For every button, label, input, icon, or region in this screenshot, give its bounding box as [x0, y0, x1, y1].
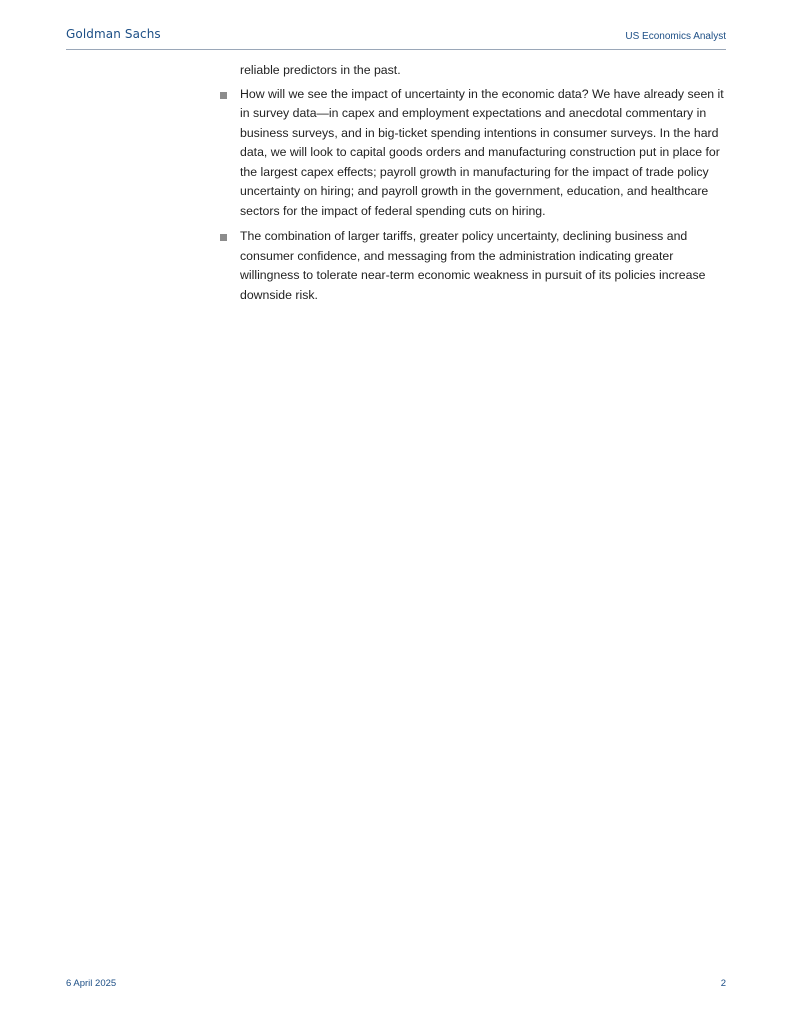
footer-date: 6 April 2025 — [66, 978, 117, 989]
bullet-text: How will we see the impact of uncertainty in the economic data? We have already seen it in survey data—in capex and employment expectations and anecdotal commentary in business surveys, and in big-ticket spending intentions in consumer surveys. In the hard data, we will look to capital goods orders and manufacturing construction put in place for the largest capex effects; payroll growth in manufacturing for the impact of trade policy uncertainty on hiring; and payroll growth in the government, education, and healthcare sectors for the impact of federal spending cuts on hiring. — [240, 86, 724, 218]
page-number: 2 — [720, 978, 726, 989]
publication-title: US Economics Analyst — [625, 31, 726, 42]
bullet-item — [216, 227, 728, 305]
square-bullet-icon — [220, 234, 227, 241]
page-header — [66, 0, 726, 50]
brand-name: Goldman Sachs — [66, 27, 161, 41]
square-bullet-icon — [220, 92, 227, 99]
report-body — [216, 61, 728, 311]
bullet-item — [216, 85, 728, 222]
continued-paragraph: reliable predictors in the past. — [240, 63, 401, 77]
bullet-text: The combination of larger tariffs, greater policy uncertainty, declining business and consumer confidence, and messaging from the administration indicating greater willingness to tolerate near-term economic weakness in pursuit of its policies increase downside risk. — [240, 229, 706, 302]
